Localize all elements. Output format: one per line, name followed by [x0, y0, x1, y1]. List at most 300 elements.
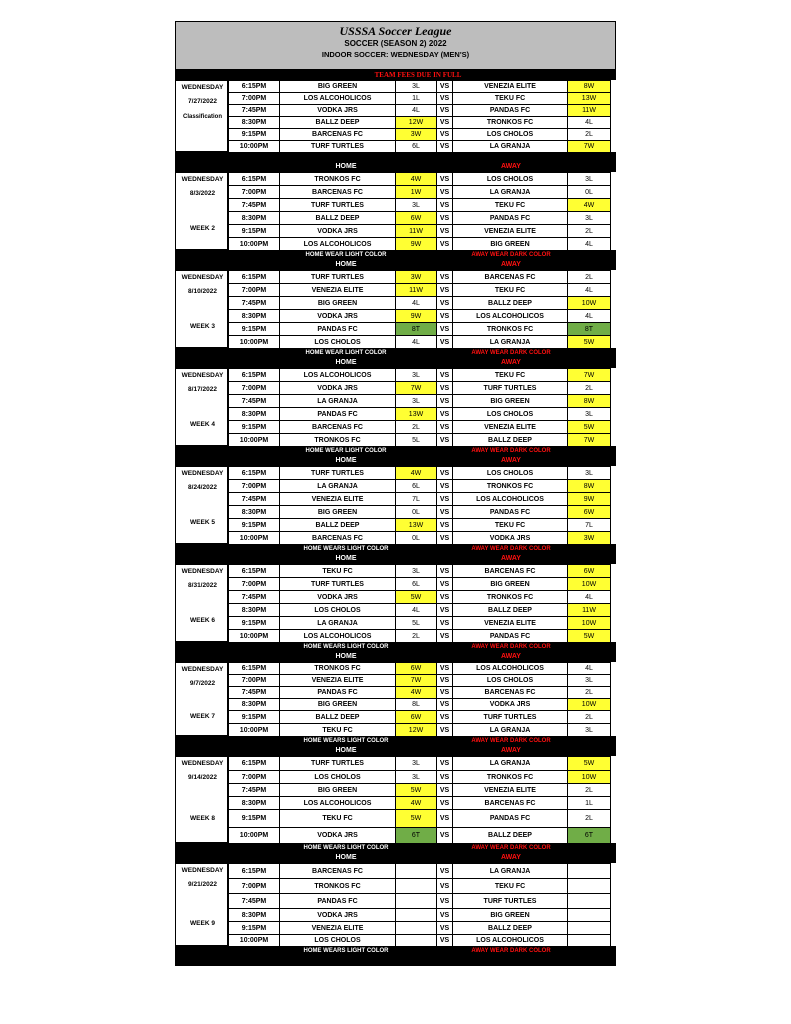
- home-team: VENEZIA ELITE: [279, 921, 396, 935]
- vs-label: VS: [436, 756, 453, 771]
- home-team: TRONKOS FC: [279, 172, 396, 186]
- week-label: WEEK 4: [190, 421, 215, 428]
- games-table: [175, 368, 616, 446]
- away-score: 4L: [567, 283, 611, 297]
- day-label: WEDNESDAY: [181, 568, 224, 575]
- away-score: 3L: [567, 211, 611, 225]
- game-row: [228, 172, 616, 185]
- game-time: 8:30PM: [228, 603, 280, 617]
- home-team: TURF TURTLES: [279, 466, 396, 480]
- away-score: 1L: [567, 796, 611, 810]
- vs-label: VS: [436, 863, 453, 879]
- away-team: VENEZIA ELITE: [452, 420, 568, 434]
- game-row: [228, 878, 616, 893]
- away-team: LOS CHOLOS: [452, 466, 568, 480]
- away-score: 11W: [567, 104, 611, 117]
- home-team: VODKA JRS: [279, 104, 396, 117]
- game-row: [228, 283, 616, 296]
- wear-bar: [175, 843, 616, 853]
- away-score: 6T: [567, 827, 611, 844]
- home-score: 9W: [395, 309, 437, 323]
- game-row: [228, 335, 616, 348]
- game-row: [228, 686, 616, 698]
- game-time: 8:30PM: [228, 698, 280, 711]
- home-team: PANDAS FC: [279, 322, 396, 336]
- away-team: VODKA JRS: [452, 531, 568, 545]
- home-score: 12W: [395, 116, 437, 129]
- away-score: 8W: [567, 394, 611, 408]
- wear-bar: [175, 250, 616, 260]
- home-score: 13W: [395, 518, 437, 532]
- away-team: LA GRANJA: [452, 140, 568, 153]
- game-time: 7:45PM: [228, 198, 280, 212]
- game-row: [228, 710, 616, 723]
- division-title: INDOOR SOCCER: WEDNESDAY (MEN'S): [321, 50, 470, 59]
- away-team: LOS CHOLOS: [452, 407, 568, 421]
- away-score: 2L: [567, 710, 611, 724]
- away-team: LOS CHOLOS: [452, 172, 568, 186]
- game-row: [228, 796, 616, 809]
- vs-label: VS: [436, 172, 453, 186]
- game-row: [228, 756, 616, 770]
- away-wear-note: AWAY WEAR DARK COLOR: [471, 448, 551, 454]
- game-time: 7:45PM: [228, 104, 280, 117]
- game-row: [228, 827, 616, 843]
- game-time: 10:00PM: [228, 335, 280, 349]
- game-time: 7:45PM: [228, 394, 280, 408]
- games-table: [175, 466, 616, 544]
- game-row: [228, 140, 616, 152]
- home-score: 5L: [395, 433, 437, 447]
- game-time: 9:15PM: [228, 322, 280, 336]
- week-block: [175, 446, 616, 544]
- away-score: 4L: [567, 309, 611, 323]
- away-team: LOS CHOLOS: [452, 674, 568, 687]
- game-row: [228, 921, 616, 934]
- home-team: VENEZIA ELITE: [279, 283, 396, 297]
- fees-bar: [175, 70, 616, 80]
- game-time: 7:45PM: [228, 783, 280, 797]
- game-time: 10:00PM: [228, 934, 280, 947]
- game-row: [228, 270, 616, 283]
- games-table: [175, 80, 616, 152]
- game-time: 9:15PM: [228, 128, 280, 141]
- vs-label: VS: [436, 335, 453, 349]
- home-score: 4L: [395, 104, 437, 117]
- away-team: BIG GREEN: [452, 394, 568, 408]
- home-team: BARCENAS FC: [279, 185, 396, 199]
- away-team: BIG GREEN: [452, 237, 568, 251]
- game-row: [228, 934, 616, 946]
- game-time: 8:30PM: [228, 796, 280, 810]
- vs-label: VS: [436, 662, 453, 675]
- day-label: WEDNESDAY: [181, 84, 224, 91]
- game-row: [228, 211, 616, 224]
- home-wear-note: HOME WEARS LIGHT COLOR: [303, 845, 389, 851]
- game-time: 10:00PM: [228, 629, 280, 643]
- games-table: [175, 564, 616, 642]
- wear-bar: [175, 446, 616, 456]
- game-time: 8:30PM: [228, 908, 280, 922]
- date-label: 8/17/2022: [188, 386, 217, 393]
- home-score: 3L: [395, 394, 437, 408]
- home-team: VODKA JRS: [279, 827, 396, 844]
- vs-label: VS: [436, 368, 453, 382]
- home-team: VODKA JRS: [279, 590, 396, 604]
- vs-label: VS: [436, 322, 453, 336]
- vs-label: VS: [436, 224, 453, 238]
- game-time: 7:45PM: [228, 686, 280, 699]
- games-table: [175, 172, 616, 250]
- away-team: TRONKOS FC: [452, 479, 568, 493]
- week-info-cell: [175, 80, 228, 152]
- game-row: [228, 698, 616, 710]
- home-wear-note: HOME WEARS LIGHT COLOR: [303, 738, 389, 744]
- day-label: WEDNESDAY: [181, 470, 224, 477]
- vs-label: VS: [436, 116, 453, 129]
- home-score: 6W: [395, 211, 437, 225]
- away-team: TEKU FC: [452, 878, 568, 894]
- home-away-bar: [175, 652, 616, 662]
- vs-label: VS: [436, 723, 453, 737]
- vs-label: VS: [436, 466, 453, 480]
- vs-label: VS: [436, 934, 453, 947]
- game-row: [228, 237, 616, 250]
- game-time: 9:15PM: [228, 710, 280, 724]
- vs-label: VS: [436, 407, 453, 421]
- away-wear-note: AWAY WEAR DARK COLOR: [471, 644, 551, 650]
- home-score: 4L: [395, 603, 437, 617]
- home-away-bar: [175, 746, 616, 756]
- game-time: 9:15PM: [228, 420, 280, 434]
- away-team: LOS ALCOHOLICOS: [452, 492, 568, 506]
- away-team: TEKU FC: [452, 92, 568, 105]
- home-team: BARCENAS FC: [279, 531, 396, 545]
- week-label: WEEK 6: [190, 617, 215, 624]
- vs-label: VS: [436, 211, 453, 225]
- home-score: 1L: [395, 92, 437, 105]
- week-info-cell: [175, 172, 228, 250]
- game-time: 6:15PM: [228, 756, 280, 771]
- week-block: [175, 736, 616, 843]
- vs-label: VS: [436, 674, 453, 687]
- away-label: AWAY: [501, 359, 521, 366]
- home-score: 3L: [395, 770, 437, 784]
- away-team: BIG GREEN: [452, 577, 568, 591]
- week-info-cell: [175, 564, 228, 642]
- away-wear-note: AWAY WEAR DARK COLOR: [471, 252, 551, 258]
- game-row: [228, 577, 616, 590]
- game-row: [228, 629, 616, 642]
- game-row: [228, 116, 616, 128]
- vs-label: VS: [436, 80, 453, 93]
- vs-label: VS: [436, 577, 453, 591]
- game-row: [228, 893, 616, 908]
- home-score: 4W: [395, 172, 437, 186]
- away-score: 3L: [567, 674, 611, 687]
- vs-label: VS: [436, 893, 453, 909]
- home-score: 12W: [395, 723, 437, 737]
- home-score: 7W: [395, 674, 437, 687]
- game-row: [228, 224, 616, 237]
- home-score: 2L: [395, 420, 437, 434]
- away-wear-note: AWAY WEAR DARK COLOR: [471, 738, 551, 744]
- vs-label: VS: [436, 710, 453, 724]
- away-team: VODKA JRS: [452, 698, 568, 711]
- home-team: LOS CHOLOS: [279, 603, 396, 617]
- home-score: 6W: [395, 662, 437, 675]
- vs-label: VS: [436, 492, 453, 506]
- game-time: 7:00PM: [228, 92, 280, 105]
- away-score: 3W: [567, 531, 611, 545]
- away-score: 8T: [567, 322, 611, 336]
- home-label: HOME: [335, 359, 357, 366]
- away-team: LA GRANJA: [452, 756, 568, 771]
- home-score: 11W: [395, 224, 437, 238]
- away-team: TURF TURTLES: [452, 893, 568, 909]
- away-wear-note: AWAY WEAR DARK COLOR: [471, 546, 551, 552]
- away-score: [567, 893, 611, 909]
- vs-label: VS: [436, 92, 453, 105]
- vs-label: VS: [436, 590, 453, 604]
- home-team: BIG GREEN: [279, 505, 396, 519]
- away-team: VENEZIA ELITE: [452, 80, 568, 93]
- home-label: HOME: [335, 555, 357, 562]
- weeks-container: [175, 70, 616, 966]
- day-label: WEDNESDAY: [181, 867, 224, 874]
- away-score: 13W: [567, 92, 611, 105]
- away-label: AWAY: [501, 747, 521, 754]
- date-label: 8/31/2022: [188, 582, 217, 589]
- vs-label: VS: [436, 908, 453, 922]
- date-label: 9/7/2022: [189, 680, 216, 687]
- game-row: [228, 809, 616, 827]
- away-score: 2L: [567, 128, 611, 141]
- away-team: BALLZ DEEP: [452, 603, 568, 617]
- vs-label: VS: [436, 198, 453, 212]
- game-time: 7:45PM: [228, 492, 280, 506]
- away-score: [567, 908, 611, 922]
- home-score: 3L: [395, 198, 437, 212]
- day-label: WEDNESDAY: [181, 176, 224, 183]
- vs-label: VS: [436, 796, 453, 810]
- home-team: TEKU FC: [279, 564, 396, 578]
- away-score: 10W: [567, 698, 611, 711]
- week-block: [175, 642, 616, 736]
- vs-label: VS: [436, 505, 453, 519]
- vs-label: VS: [436, 686, 453, 699]
- home-score: 13W: [395, 407, 437, 421]
- game-row: [228, 863, 616, 878]
- vs-label: VS: [436, 564, 453, 578]
- home-team: BALLZ DEEP: [279, 211, 396, 225]
- home-team: BALLZ DEEP: [279, 116, 396, 129]
- game-time: 6:15PM: [228, 466, 280, 480]
- game-row: [228, 564, 616, 577]
- game-time: 7:00PM: [228, 185, 280, 199]
- away-score: 5W: [567, 335, 611, 349]
- away-team: VENEZIA ELITE: [452, 616, 568, 630]
- game-row: [228, 770, 616, 783]
- away-score: 8W: [567, 80, 611, 93]
- game-time: 9:15PM: [228, 224, 280, 238]
- home-team: TRONKOS FC: [279, 662, 396, 675]
- vs-label: VS: [436, 921, 453, 935]
- home-label: HOME: [335, 854, 357, 861]
- home-label: HOME: [335, 163, 357, 170]
- home-team: VODKA JRS: [279, 381, 396, 395]
- vs-label: VS: [436, 518, 453, 532]
- away-team: BARCENAS FC: [452, 686, 568, 699]
- week-label: WEEK 7: [190, 713, 215, 720]
- week-info-cell: [175, 368, 228, 446]
- game-row: [228, 198, 616, 211]
- home-score: 3L: [395, 756, 437, 771]
- away-team: TRONKOS FC: [452, 590, 568, 604]
- away-score: [567, 878, 611, 894]
- home-label: HOME: [335, 261, 357, 268]
- game-row: [228, 185, 616, 198]
- away-team: TEKU FC: [452, 283, 568, 297]
- week-info-cell: [175, 863, 228, 946]
- game-time: 8:30PM: [228, 407, 280, 421]
- vs-label: VS: [436, 698, 453, 711]
- game-time: 10:00PM: [228, 723, 280, 737]
- game-row: [228, 322, 616, 335]
- league-title: USSSA Soccer League: [339, 24, 452, 38]
- vs-label: VS: [436, 809, 453, 828]
- home-team: VODKA JRS: [279, 908, 396, 922]
- game-time: 7:45PM: [228, 590, 280, 604]
- game-time: 6:15PM: [228, 564, 280, 578]
- away-score: 11W: [567, 603, 611, 617]
- home-score: 3L: [395, 368, 437, 382]
- away-score: 2L: [567, 783, 611, 797]
- vs-label: VS: [436, 616, 453, 630]
- game-row: [228, 466, 616, 479]
- away-team: BALLZ DEEP: [452, 921, 568, 935]
- week-info-cell: [175, 270, 228, 348]
- away-team: LA GRANJA: [452, 185, 568, 199]
- home-score: 7W: [395, 381, 437, 395]
- week-info-cell: [175, 756, 228, 843]
- home-label: HOME: [335, 457, 357, 464]
- date-label: 7/27/2022: [188, 98, 217, 105]
- week-block: [175, 250, 616, 348]
- home-team: TURF TURTLES: [279, 270, 396, 284]
- home-score: 0L: [395, 505, 437, 519]
- vs-label: VS: [436, 237, 453, 251]
- home-team: TURF TURTLES: [279, 198, 396, 212]
- game-row: [228, 492, 616, 505]
- away-score: 0L: [567, 185, 611, 199]
- away-score: 4L: [567, 590, 611, 604]
- home-score: 6T: [395, 827, 437, 844]
- vs-label: VS: [436, 128, 453, 141]
- away-score: 6W: [567, 505, 611, 519]
- away-team: BARCENAS FC: [452, 796, 568, 810]
- game-time: 6:15PM: [228, 270, 280, 284]
- home-score: 6L: [395, 140, 437, 153]
- day-label: WEDNESDAY: [181, 666, 224, 673]
- away-label: AWAY: [501, 653, 521, 660]
- away-wear-note: AWAY WEAR DARK COLOR: [471, 845, 551, 851]
- away-label: AWAY: [501, 555, 521, 562]
- home-score: 6L: [395, 479, 437, 493]
- game-time: 10:00PM: [228, 433, 280, 447]
- home-team: PANDAS FC: [279, 407, 396, 421]
- game-time: 6:15PM: [228, 863, 280, 879]
- away-score: [567, 863, 611, 879]
- game-time: 10:00PM: [228, 237, 280, 251]
- game-row: [228, 128, 616, 140]
- away-score: 3L: [567, 466, 611, 480]
- game-row: [228, 394, 616, 407]
- wear-bar: [175, 736, 616, 746]
- home-score: 5W: [395, 783, 437, 797]
- vs-label: VS: [436, 394, 453, 408]
- week-block: [175, 70, 616, 152]
- home-team: LA GRANJA: [279, 616, 396, 630]
- home-team: LOS ALCOHOLICOS: [279, 368, 396, 382]
- home-team: LOS CHOLOS: [279, 335, 396, 349]
- away-team: BIG GREEN: [452, 908, 568, 922]
- game-row: [228, 603, 616, 616]
- away-label: AWAY: [501, 163, 521, 170]
- away-team: BARCENAS FC: [452, 270, 568, 284]
- away-label: AWAY: [501, 261, 521, 268]
- away-team: TEKU FC: [452, 518, 568, 532]
- game-row: [228, 531, 616, 544]
- away-label: AWAY: [501, 457, 521, 464]
- day-label: WEDNESDAY: [181, 372, 224, 379]
- schedule-sheet: [175, 21, 616, 966]
- game-row: [228, 381, 616, 394]
- game-row: [228, 296, 616, 309]
- home-team: LOS ALCOHOLICOS: [279, 796, 396, 810]
- home-team: LOS ALCOHOLICOS: [279, 629, 396, 643]
- game-time: 6:15PM: [228, 172, 280, 186]
- away-score: 10W: [567, 296, 611, 310]
- away-team: BALLZ DEEP: [452, 296, 568, 310]
- week-label: WEEK 5: [190, 519, 215, 526]
- away-team: TEKU FC: [452, 368, 568, 382]
- away-score: 4L: [567, 116, 611, 129]
- home-label: HOME: [335, 747, 357, 754]
- season-title: SOCCER (SEASON 2) 2022: [344, 39, 447, 48]
- game-row: [228, 662, 616, 674]
- schedule-header: [175, 21, 616, 70]
- home-wear-note: HOME WEARS LIGHT COLOR: [303, 546, 389, 552]
- game-row: [228, 92, 616, 104]
- game-time: 7:00PM: [228, 674, 280, 687]
- vs-label: VS: [436, 531, 453, 545]
- home-team: PANDAS FC: [279, 686, 396, 699]
- game-row: [228, 368, 616, 381]
- home-score: [395, 863, 437, 879]
- home-score: [395, 893, 437, 909]
- away-score: 4W: [567, 198, 611, 212]
- wear-bar: [175, 152, 616, 162]
- week-label: WEEK 8: [190, 815, 215, 822]
- away-team: PANDAS FC: [452, 629, 568, 643]
- home-team: TRONKOS FC: [279, 878, 396, 894]
- vs-label: VS: [436, 878, 453, 894]
- game-time: 9:15PM: [228, 809, 280, 828]
- vs-label: VS: [436, 433, 453, 447]
- game-row: [228, 590, 616, 603]
- home-team: BIG GREEN: [279, 783, 396, 797]
